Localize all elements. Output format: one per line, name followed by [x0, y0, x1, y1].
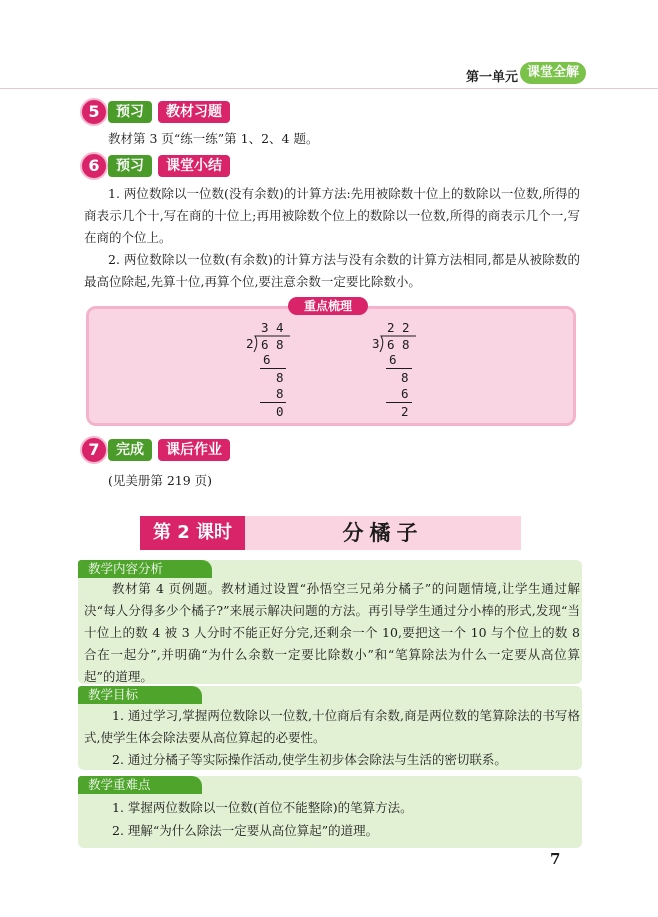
- unit-badge: 课堂全解: [520, 62, 586, 84]
- division-2-step-2: 8: [401, 370, 409, 385]
- homework-reference: (见美册第 219 页): [108, 473, 213, 488]
- division-2-divisor: 3: [372, 336, 380, 351]
- analysis-text: 教材第 4 页例题。教材通过设置“孙悟空三兄弟分橘子”的问题情境,让学生通过解决“每人分得多少个橘子?”来展示解决问题的方法。再引导学生通过分小棒的形式,发现“当十位上的数 4 被 3 人分时不能正好分完,还剩余一个 10,要把这一个 10 与个位上的数 8 合在一起分”,并明确“为什么余数一定要比除数小”和“笔算除法为什么一定要从高位算起”的道理。: [84, 581, 580, 684]
- section-action-tag: 预习: [108, 155, 152, 177]
- page-number: 7: [550, 850, 561, 868]
- section-action-tag: 预习: [108, 101, 152, 123]
- section-5-text: 教材第 3 页“练一练”第 1、2、4 题。: [108, 131, 319, 146]
- division-1-divisor: 2: [246, 336, 254, 351]
- header-divider: [0, 88, 658, 89]
- section-title-tag: 教材习题: [158, 101, 230, 123]
- division-1-rule: [260, 368, 286, 369]
- objectives-tab: 教学目标: [78, 686, 202, 704]
- division-2-step-1: 6: [389, 352, 397, 367]
- summary-paragraph-2: 2. 两位数除以一位数(有余数)的计算方法与没有余数的计算方法相同,都是从被除数的最高位除起,先算十位,再算个位,要注意余数一定要比除数小。: [84, 252, 580, 289]
- division-1-quotient: 3 4: [261, 320, 284, 335]
- key-difficulties-tab: 教学重难点: [78, 776, 202, 794]
- division-1-step-3: 8: [276, 386, 284, 401]
- division-1-remainder: 0: [276, 404, 284, 419]
- division-2-step-3: 6: [401, 386, 409, 401]
- division-1-dividend: 6 8: [261, 337, 284, 352]
- key-difficulty-2: 2. 理解“为什么除法一定要从高位算起”的道理。: [112, 823, 379, 838]
- division-2-remainder: 2: [401, 404, 409, 419]
- section-title-tag: 课后作业: [158, 439, 230, 461]
- section-number-5: 5: [80, 98, 108, 126]
- division-1-step-2: 8: [276, 370, 284, 385]
- unit-label: 第一单元: [465, 70, 518, 85]
- key-points-box: [86, 306, 576, 426]
- division-1-rule: [260, 402, 286, 403]
- section-action-tag: 完成: [108, 439, 152, 461]
- lesson-number: 第 2 课时: [140, 516, 245, 550]
- division-2-dividend: 6 8: [387, 337, 410, 352]
- section-number-7: 7: [80, 436, 108, 464]
- section-number-6: 6: [80, 152, 108, 180]
- lesson-title: 分橘子: [245, 516, 521, 550]
- division-2-rule: [386, 402, 412, 403]
- division-2-quotient: 2 2: [387, 320, 410, 335]
- analysis-tab: 教学内容分析: [78, 560, 212, 578]
- objective-1: 1. 通过学习,掌握两位数除以一位数,十位商后有余数,商是两位数的笔算除法的书写格式,使学生体会除法要从高位算起的必要性。: [84, 708, 580, 745]
- section-title-tag: 课堂小结: [158, 155, 230, 177]
- key-points-label: 重点梳理: [288, 297, 368, 315]
- summary-paragraph-1: 1. 两位数除以一位数(没有余数)的计算方法:先用被除数十位上的数除以一位数,所得的商表示几个十,写在商的十位上;再用被除数个位上的数除以一位数,所得的商表示几个一,写在商的个位上。: [84, 186, 580, 245]
- division-1-step-1: 6: [263, 352, 271, 367]
- objective-2: 2. 通过分橘子等实际操作活动,使学生初步体会除法与生活的密切联系。: [112, 752, 507, 767]
- division-2-rule: [386, 368, 412, 369]
- key-difficulty-1: 1. 掌握两位数除以一位数(首位不能整除)的笔算方法。: [112, 800, 413, 815]
